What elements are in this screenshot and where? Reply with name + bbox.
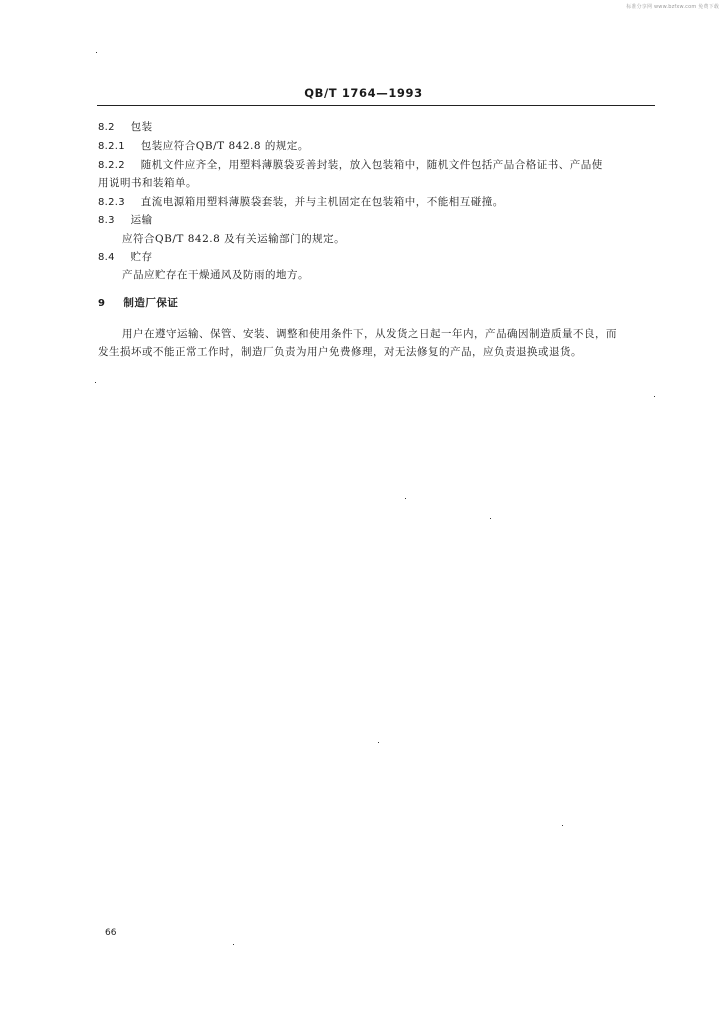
section-number: 9: [98, 298, 106, 309]
clause-9-paragraph-line-2: [98, 345, 582, 359]
scan-speck: [490, 518, 491, 519]
clause-text: 随机文件应齐全，用塑料薄膜袋妥善封装，放入包装箱中，随机文件包括产品合格证书、产品使: [140, 159, 603, 171]
section-title: 制造厂保证: [123, 297, 179, 309]
header-rule: [97, 105, 655, 106]
clause-8-2-2: [98, 158, 603, 173]
clause-number: 8.2.1: [98, 141, 125, 152]
section-number: 8.2: [98, 122, 115, 133]
clause-text: 应符合QB/T 842.8 及有关运输部门的规定。: [122, 233, 346, 245]
scan-speck: [405, 498, 406, 499]
clause-text: 产品应贮存在干燥通风及防雨的地方。: [122, 269, 309, 281]
clause-8-2-1: [98, 139, 309, 154]
scan-speck: [562, 825, 563, 826]
scan-speck: [95, 382, 96, 383]
section-heading-8-2: [98, 120, 153, 135]
clause-8-2-2-continued: [98, 176, 197, 190]
clause-8-3-text: [122, 232, 345, 246]
section-number: 8.3: [98, 215, 115, 226]
section-number: 8.4: [98, 252, 115, 263]
scan-speck: [378, 742, 379, 743]
clause-8-2-3: [98, 195, 504, 210]
clause-8-4-text: [122, 268, 309, 282]
watermark-text: 标准分享网 www.bzfxw.com 免费下载: [626, 4, 719, 10]
scan-speck: [96, 52, 97, 53]
section-title: 运输: [130, 214, 153, 226]
section-title: 贮存: [130, 251, 153, 263]
section-heading-9: [98, 296, 178, 311]
clause-9-paragraph-line-1: [122, 327, 617, 341]
clause-text: 发生损坏或不能正常工作时，制造厂负责为用户免费修理，对无法修复的产品，应负责退换或退货。: [98, 346, 582, 358]
clause-text: 用说明书和装箱单。: [98, 177, 197, 189]
section-heading-8-4: [98, 250, 153, 265]
scan-speck: [654, 396, 655, 397]
clause-number: 8.2.3: [98, 197, 125, 208]
scan-speck: [233, 944, 234, 945]
document-header-code: QB/T 1764—1993: [304, 86, 423, 100]
clause-text: 包装应符合QB/T 842.8 的规定。: [140, 140, 309, 152]
clause-text: 用户在遵守运输、保管、安装、调整和使用条件下，从发货之日起一年内，产品确因制造质量不良，而: [122, 328, 617, 340]
clause-text: 直流电源箱用塑料薄膜袋套装，并与主机固定在包装箱中，不能相互碰撞。: [140, 196, 504, 208]
section-heading-8-3: [98, 213, 153, 228]
page-number: 66: [105, 928, 117, 938]
clause-number: 8.2.2: [98, 160, 125, 171]
section-title: 包装: [130, 121, 153, 133]
